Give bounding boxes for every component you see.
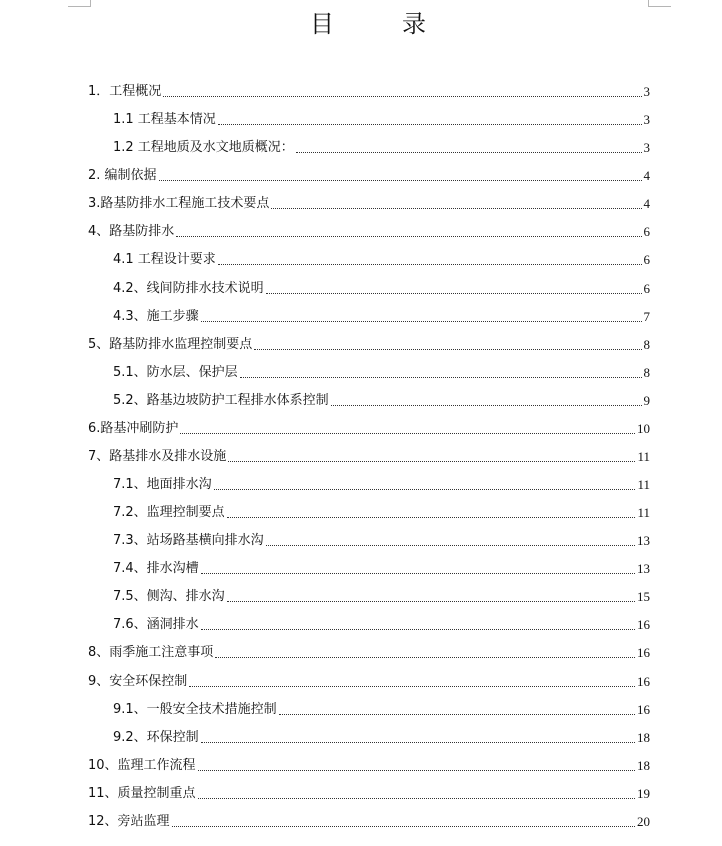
- toc-entry-label: 1.1 工程基本情况: [113, 112, 216, 128]
- toc-entry[interactable]: [88, 446, 650, 466]
- toc-entry-label: 5.2、路基边坡防护工程排水体系控制: [113, 392, 329, 408]
- toc-entry[interactable]: [88, 418, 650, 438]
- toc-dot-leader: [172, 825, 635, 827]
- toc-entry-page-number: 16: [637, 617, 650, 633]
- toc-entry-page-number: 15: [637, 589, 650, 605]
- toc-entry-page-number: 11: [637, 477, 650, 492]
- toc-entry-page-number: 16: [637, 645, 650, 661]
- toc-entry[interactable]: [113, 109, 650, 129]
- toc-entry-label: 6.路基冲刷防护: [88, 420, 179, 436]
- toc-entry-label: 9.1、一般安全技术措施控制: [113, 701, 277, 717]
- toc-entry[interactable]: [88, 811, 650, 831]
- toc-entry[interactable]: [113, 699, 650, 719]
- toc-entry-label: 7、路基排水及排水设施: [88, 448, 227, 464]
- toc-entry[interactable]: [113, 586, 650, 606]
- toc-entry[interactable]: [88, 165, 650, 185]
- toc-entry[interactable]: [113, 137, 650, 157]
- toc-dot-leader: [215, 656, 635, 658]
- toc-dot-leader: [159, 179, 642, 181]
- toc-dot-leader: [189, 685, 635, 687]
- toc-entry-label: 3.路基防排水工程施工技术要点: [88, 196, 270, 212]
- toc-dot-leader: [218, 263, 642, 265]
- toc-entry-label: 4.1 工程设计要求: [113, 252, 216, 268]
- toc-entry-page-number: 4: [643, 168, 650, 184]
- toc-entry-page-number: 13: [637, 561, 650, 577]
- toc-entry-page-number: 6: [643, 224, 650, 240]
- toc-entry-page-number: 8: [643, 364, 650, 380]
- toc-entry-page-number: 3: [643, 140, 650, 156]
- toc-entry-page-number: 20: [637, 813, 650, 829]
- toc-entry[interactable]: [113, 306, 650, 326]
- toc-entry-label: 4.3、施工步骤: [113, 308, 199, 324]
- toc-dot-leader: [266, 544, 635, 546]
- toc-entry-page-number: 8: [643, 336, 650, 352]
- toc-dot-leader: [227, 600, 635, 602]
- toc-entry[interactable]: [113, 614, 650, 634]
- toc-dot-leader: [176, 235, 641, 237]
- toc-entry[interactable]: [88, 755, 650, 775]
- toc-entry[interactable]: [113, 530, 650, 550]
- toc-entry-page-number: 13: [637, 533, 650, 549]
- toc-entry-label: 9.2、环保控制: [113, 729, 199, 745]
- toc-entry-page-number: 16: [637, 701, 650, 717]
- toc-entry[interactable]: [113, 390, 650, 410]
- title-char-1: 目: [310, 10, 334, 38]
- toc-entry-label: 5、路基防排水监理控制要点: [88, 336, 253, 352]
- toc-dot-leader: [331, 404, 642, 406]
- toc-entry-page-number: 18: [637, 757, 650, 773]
- toc-entry[interactable]: [88, 221, 650, 241]
- toc-dot-leader: [227, 516, 636, 518]
- toc-entry-page-number: 3: [643, 84, 650, 99]
- toc-entry-label: 1．工程概况: [88, 84, 162, 99]
- toc-entry-label: 11、质量控制重点: [88, 785, 196, 801]
- toc-entry-page-number: 11: [637, 505, 650, 520]
- toc-dot-leader: [201, 572, 635, 574]
- toc-entry-page-number: 16: [637, 673, 650, 689]
- toc-entry-label: 1.2 工程地质及水文地质概况：: [113, 140, 294, 156]
- toc-dot-leader: [296, 151, 642, 153]
- toc-entry-page-number: 6: [643, 252, 650, 268]
- toc-dot-leader: [201, 320, 642, 322]
- toc-dot-leader: [201, 741, 635, 743]
- toc-entry-page-number: 4: [643, 196, 650, 212]
- toc-entry-label: 8、雨季施工注意事项: [88, 645, 214, 661]
- toc-entry-label: 7.4、排水沟槽: [113, 561, 199, 577]
- toc-dot-leader: [279, 713, 635, 715]
- toc-entry-label: 10、监理工作流程: [88, 757, 196, 773]
- toc-entry-label: 4.2、线间防排水技术说明: [113, 280, 264, 296]
- toc-dot-leader: [180, 432, 635, 434]
- toc-dot-leader: [201, 628, 635, 630]
- toc-entry-label: 7.5、侧沟、排水沟: [113, 589, 225, 605]
- toc-entry[interactable]: [113, 502, 650, 522]
- toc-entry[interactable]: [88, 193, 650, 213]
- toc-dot-leader: [266, 292, 642, 294]
- toc-entry-page-number: 9: [643, 392, 650, 408]
- toc-dot-leader: [254, 348, 641, 350]
- toc-entry[interactable]: [113, 278, 650, 298]
- toc-entry[interactable]: [88, 671, 650, 691]
- toc-dot-leader: [218, 123, 642, 125]
- toc-entry[interactable]: [88, 642, 650, 662]
- title-char-2: 录: [402, 10, 426, 38]
- toc-entry-page-number: 7: [643, 308, 650, 324]
- toc-entry-page-number: 19: [637, 785, 650, 801]
- toc-entry-label: 7.1、地面排水沟: [113, 477, 212, 492]
- toc-entry-page-number: 3: [643, 112, 650, 128]
- toc-entry-label: 2. 编制依据: [88, 168, 157, 184]
- toc-entry-label: 7.2、监理控制要点: [113, 505, 225, 520]
- toc-entry[interactable]: [88, 334, 650, 354]
- toc-entry[interactable]: [113, 474, 650, 494]
- toc-entry-page-number: 11: [637, 448, 650, 464]
- toc-entry-label: 7.3、站场路基横向排水沟: [113, 533, 264, 549]
- toc-dot-leader: [163, 95, 641, 97]
- toc-entry[interactable]: [113, 727, 650, 747]
- toc-entry[interactable]: [113, 249, 650, 269]
- toc-dot-leader: [198, 797, 635, 799]
- toc-dot-leader: [271, 207, 641, 209]
- toc-entry-label: 12、旁站监理: [88, 813, 170, 829]
- toc-entry[interactable]: [113, 558, 650, 578]
- toc-entry-label: 7.6、涵洞排水: [113, 617, 199, 633]
- toc-entry-page-number: 18: [637, 729, 650, 745]
- toc-entry-label: 9、安全环保控制: [88, 673, 188, 689]
- toc-entry[interactable]: [113, 362, 650, 382]
- toc-entry[interactable]: [88, 783, 650, 803]
- toc-dot-leader: [228, 460, 635, 462]
- toc-dot-leader: [198, 769, 635, 771]
- toc-entry-page-number: 6: [643, 280, 650, 296]
- toc-entry-label: 4、路基防排水: [88, 224, 175, 240]
- toc-entry-label: 5.1、防水层、保护层: [113, 364, 238, 380]
- toc-dot-leader: [214, 488, 636, 490]
- toc-entry-page-number: 10: [637, 420, 650, 436]
- toc-entry[interactable]: [88, 81, 650, 101]
- toc-dot-leader: [240, 376, 642, 378]
